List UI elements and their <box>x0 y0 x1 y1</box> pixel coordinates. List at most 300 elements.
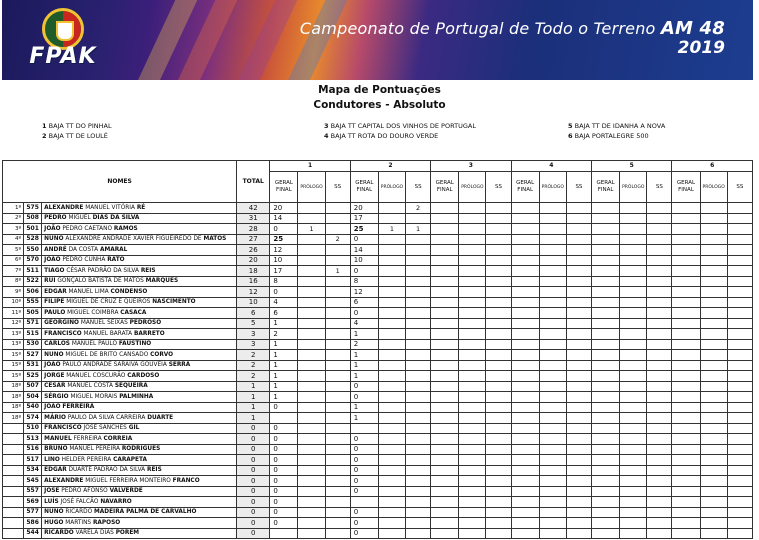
table-row <box>3 203 753 214</box>
geral-final-cell <box>270 413 298 424</box>
prologo-cell <box>620 497 647 508</box>
total-cell: 0 <box>237 444 270 455</box>
name-middle: MANUEL COSCURÃO <box>66 372 126 379</box>
geral-final-cell: 20 <box>350 203 378 214</box>
prologo-cell <box>620 402 647 413</box>
table-row <box>3 507 753 518</box>
name-middle: VARELA DIAS <box>75 530 114 537</box>
geral-final-cell: 0 <box>270 287 298 298</box>
geral-final-cell <box>431 476 459 487</box>
ss-cell <box>647 381 672 392</box>
prologo-cell <box>700 528 727 539</box>
prologo-cell <box>620 423 647 434</box>
geral-final-cell: 1 <box>350 350 378 361</box>
driver-name-cell <box>42 507 237 518</box>
ss-cell <box>727 266 752 277</box>
geral-final-cell: 0 <box>270 224 298 235</box>
geral-final-cell <box>592 297 620 308</box>
ss-cell <box>566 297 591 308</box>
geral-final-cell <box>511 423 539 434</box>
ss-cell <box>486 476 511 487</box>
ss-cell <box>647 402 672 413</box>
ss-cell <box>647 486 672 497</box>
ss-cell <box>566 350 591 361</box>
name-first: JOSÉ <box>44 488 60 495</box>
prologo-cell <box>298 465 325 476</box>
geral-final-cell: 1 <box>350 360 378 371</box>
table-row <box>3 392 753 403</box>
prologo-cell <box>620 444 647 455</box>
prologo-cell <box>378 434 405 445</box>
prologo-cell <box>539 245 566 256</box>
ss-cell <box>325 318 350 329</box>
prologo-cell <box>539 371 566 382</box>
ss-cell <box>647 413 672 424</box>
ss-cell <box>647 245 672 256</box>
driver-name-cell <box>42 266 237 277</box>
ss-cell <box>406 350 431 361</box>
geral-final-cell: 0 <box>270 402 298 413</box>
ss-cell <box>647 371 672 382</box>
name-first: JOÃO <box>44 404 61 411</box>
prologo-cell <box>700 402 727 413</box>
name-first: CÉSAR <box>44 383 66 390</box>
geral-final-cell: 0 <box>350 434 378 445</box>
geral-final-cell <box>672 507 700 518</box>
table-row <box>3 381 753 392</box>
car-number-cell: 516 <box>24 444 42 455</box>
geral-final-cell <box>672 476 700 487</box>
total-cell: 0 <box>237 465 270 476</box>
name-first: RICARDO <box>44 530 74 537</box>
ss-cell <box>325 486 350 497</box>
total-cell: 10 <box>237 297 270 308</box>
total-cell: 27 <box>237 234 270 245</box>
name-last: FRANCO <box>172 477 200 484</box>
ss-cell <box>727 371 752 382</box>
prologo-cell <box>539 444 566 455</box>
geral-final-cell <box>592 308 620 319</box>
ss-cell <box>727 224 752 235</box>
geral-final-cell <box>592 339 620 350</box>
name-middle: MANUEL LIMA <box>68 288 109 295</box>
geral-final-cell <box>511 360 539 371</box>
ss-cell <box>727 287 752 298</box>
rank-cell <box>3 486 24 497</box>
name-last: VALVERDE <box>109 488 143 495</box>
geral-final-cell <box>592 402 620 413</box>
table-row <box>3 318 753 329</box>
car-number-cell: 515 <box>24 329 42 340</box>
prologo-cell <box>378 266 405 277</box>
driver-name-cell <box>42 518 237 529</box>
geral-final-cell: 8 <box>350 276 378 287</box>
ss-cell <box>325 203 350 214</box>
prologo-cell <box>539 402 566 413</box>
championship-name: Campeonato de Portugal de Todo o Terreno <box>299 19 656 38</box>
total-cell: 0 <box>237 518 270 529</box>
geral-final-cell <box>672 350 700 361</box>
name-middle: DUARTE PADRÃO DA SILVA <box>68 467 146 474</box>
ss-cell <box>486 203 511 214</box>
prologo-cell <box>700 413 727 424</box>
geral-final-cell <box>592 497 620 508</box>
prologo-cell <box>298 213 325 224</box>
ss-cell <box>325 360 350 371</box>
ss-cell <box>566 507 591 518</box>
ss-cell <box>647 255 672 266</box>
name-middle: PAULO DA SILVA CARREIRA <box>67 414 146 421</box>
driver-name-cell <box>42 465 237 476</box>
ss-cell <box>727 497 752 508</box>
geral-final-cell <box>431 245 459 256</box>
prologo-cell <box>620 339 647 350</box>
car-number-cell: 586 <box>24 518 42 529</box>
car-number-cell: 517 <box>24 455 42 466</box>
prologo-cell <box>539 392 566 403</box>
prologo-cell <box>378 329 405 340</box>
name-middle: RICARDO <box>65 509 93 516</box>
geral-final-cell: 0 <box>350 465 378 476</box>
driver-name-cell <box>42 371 237 382</box>
geral-final-cell: 0 <box>350 234 378 245</box>
ss-cell: 2 <box>406 203 431 214</box>
prologo-cell <box>298 528 325 539</box>
ss-cell <box>406 465 431 476</box>
ss-cell <box>486 507 511 518</box>
driver-name-cell <box>42 528 237 539</box>
prologo-cell <box>298 360 325 371</box>
ss-cell <box>647 234 672 245</box>
ss-cell <box>486 371 511 382</box>
prologo-cell <box>539 287 566 298</box>
subheader-geral-final: GERAL FINAL <box>672 172 700 203</box>
geral-final-cell: 12 <box>350 287 378 298</box>
total-cell: 2 <box>237 371 270 382</box>
prologo-cell <box>620 318 647 329</box>
geral-final-cell <box>672 329 700 340</box>
geral-final-cell: 17 <box>270 266 298 277</box>
geral-final-cell <box>592 507 620 518</box>
prologo-cell <box>378 203 405 214</box>
ss-cell <box>486 465 511 476</box>
ss-cell <box>566 203 591 214</box>
ss-cell <box>647 360 672 371</box>
geral-final-cell <box>431 402 459 413</box>
prologo-cell <box>539 518 566 529</box>
prologo-cell <box>620 350 647 361</box>
prologo-cell <box>298 276 325 287</box>
prologo-cell <box>539 434 566 445</box>
table-row <box>3 465 753 476</box>
ss-cell <box>406 423 431 434</box>
prologo-cell <box>620 486 647 497</box>
prologo-cell <box>700 318 727 329</box>
ss-cell <box>406 255 431 266</box>
prologo-cell <box>620 434 647 445</box>
driver-name-cell <box>42 287 237 298</box>
name-first: LUÍS <box>44 498 59 505</box>
geral-final-cell <box>431 318 459 329</box>
table-row <box>3 350 753 361</box>
ss-cell <box>406 413 431 424</box>
name-first: PEDRO <box>44 215 67 222</box>
name-last: PORÉM <box>115 530 140 537</box>
name-first: EDGAR <box>44 288 67 295</box>
geral-final-cell <box>511 371 539 382</box>
standings-body <box>3 203 753 539</box>
prologo-cell <box>620 234 647 245</box>
prologo-cell <box>620 476 647 487</box>
name-last: RATO <box>107 257 125 264</box>
name-middle: PAULO ANDRADE SARAIVA GOUVEIA <box>62 362 167 369</box>
ss-cell <box>647 434 672 445</box>
prologo-cell <box>378 276 405 287</box>
driver-name-cell <box>42 455 237 466</box>
ss-cell <box>727 297 752 308</box>
legend-item: 2 BAJA TT DE LOULÉ <box>42 132 108 140</box>
ss-cell <box>325 381 350 392</box>
total-cell: 26 <box>237 245 270 256</box>
name-last: SEQUEIRA <box>114 383 148 390</box>
ss-cell <box>566 423 591 434</box>
prologo-cell <box>459 518 486 529</box>
prologo-cell <box>298 434 325 445</box>
ss-cell <box>566 266 591 277</box>
rank-cell: 10º <box>3 297 24 308</box>
name-middle: MIGUEL FERREIRA MONTEIRO <box>85 477 171 484</box>
ss-cell <box>406 339 431 350</box>
ss-cell <box>486 486 511 497</box>
table-row <box>3 276 753 287</box>
geral-final-cell: 1 <box>270 392 298 403</box>
ss-cell <box>727 434 752 445</box>
rank-cell: 2º <box>3 213 24 224</box>
name-first: LINO <box>44 456 60 463</box>
name-last: MATOS <box>203 236 227 243</box>
car-number-cell: 507 <box>24 381 42 392</box>
prologo-cell <box>298 339 325 350</box>
name-first: NUNO <box>44 509 64 516</box>
driver-name-cell <box>42 203 237 214</box>
prologo-cell <box>700 381 727 392</box>
prologo-cell <box>539 476 566 487</box>
driver-name-cell <box>42 381 237 392</box>
geral-final-cell <box>592 434 620 445</box>
ss-cell <box>727 486 752 497</box>
geral-final-cell: 14 <box>270 213 298 224</box>
ss-cell <box>647 423 672 434</box>
geral-final-cell: 1 <box>350 329 378 340</box>
geral-final-cell <box>511 476 539 487</box>
ss-cell <box>325 245 350 256</box>
ss-cell <box>647 203 672 214</box>
prologo-cell <box>620 329 647 340</box>
geral-final-cell <box>511 455 539 466</box>
ss-cell <box>566 392 591 403</box>
prologo-cell <box>459 224 486 235</box>
rank-cell: 6º <box>3 255 24 266</box>
geral-final-cell <box>672 245 700 256</box>
geral-final-cell <box>431 297 459 308</box>
geral-final-cell <box>511 465 539 476</box>
driver-name-cell <box>42 486 237 497</box>
geral-final-cell <box>592 476 620 487</box>
car-number-cell: 574 <box>24 413 42 424</box>
car-number-cell: 569 <box>24 497 42 508</box>
driver-name-cell <box>42 213 237 224</box>
geral-final-cell <box>511 507 539 518</box>
table-row <box>3 497 753 508</box>
driver-name-cell <box>42 444 237 455</box>
ss-cell <box>406 308 431 319</box>
name-last: RAMOS <box>113 225 138 232</box>
ss-cell <box>727 413 752 424</box>
geral-final-cell <box>511 255 539 266</box>
geral-final-cell <box>511 245 539 256</box>
geral-final-cell <box>431 360 459 371</box>
prologo-cell <box>539 381 566 392</box>
geral-final-cell: 0 <box>270 486 298 497</box>
prologo-cell <box>539 266 566 277</box>
event-header: 4 <box>511 161 591 172</box>
driver-name-cell <box>42 234 237 245</box>
prologo-cell <box>298 455 325 466</box>
ss-cell: 1 <box>325 266 350 277</box>
geral-final-cell <box>592 329 620 340</box>
geral-final-cell <box>592 392 620 403</box>
ss-cell <box>566 476 591 487</box>
prologo-cell <box>700 465 727 476</box>
geral-final-cell <box>431 392 459 403</box>
table-row <box>3 434 753 445</box>
prologo-cell <box>378 297 405 308</box>
total-cell: 28 <box>237 224 270 235</box>
geral-final-cell <box>431 528 459 539</box>
car-number-cell: 577 <box>24 507 42 518</box>
legend-item: 1 BAJA TT DO PINHAL <box>42 122 112 130</box>
prologo-cell <box>378 402 405 413</box>
prologo-cell <box>459 255 486 266</box>
ss-cell <box>566 486 591 497</box>
geral-final-cell <box>511 234 539 245</box>
prologo-cell <box>620 255 647 266</box>
name-last: CORVO <box>150 351 174 358</box>
geral-final-cell: 0 <box>270 507 298 518</box>
geral-final-cell <box>672 234 700 245</box>
total-cell: 18 <box>237 266 270 277</box>
prologo-cell <box>378 339 405 350</box>
prologo-cell <box>700 423 727 434</box>
ss-cell <box>566 329 591 340</box>
driver-name-cell <box>42 350 237 361</box>
name-middle: DA COSTA <box>68 246 99 253</box>
prologo-cell <box>298 402 325 413</box>
table-row <box>3 245 753 256</box>
prologo-cell <box>378 308 405 319</box>
name-first: SÉRGIO <box>44 393 69 400</box>
geral-final-cell <box>592 423 620 434</box>
prologo-cell <box>539 465 566 476</box>
geral-final-cell: 17 <box>350 213 378 224</box>
ss-cell <box>406 476 431 487</box>
prologo-cell <box>620 213 647 224</box>
ss-cell <box>325 287 350 298</box>
ss-cell <box>486 287 511 298</box>
geral-final-cell: 1 <box>350 371 378 382</box>
prologo-cell <box>539 423 566 434</box>
name-first: CARLOS <box>44 341 70 348</box>
ss-cell <box>566 360 591 371</box>
total-cell: 0 <box>237 423 270 434</box>
name-middle: MIGUEL DE CRUZ E QUEIRÓS <box>66 299 151 306</box>
name-last: CARAPETA <box>113 456 147 463</box>
prologo-cell <box>620 360 647 371</box>
geral-final-cell <box>592 518 620 529</box>
prologo-cell <box>378 486 405 497</box>
subheader-prologo: PRÓLOGO <box>620 172 647 203</box>
prologo-cell <box>378 392 405 403</box>
geral-final-cell <box>431 465 459 476</box>
name-middle: MIGUEL <box>68 215 91 222</box>
prologo-cell <box>378 371 405 382</box>
geral-final-cell <box>511 329 539 340</box>
driver-name-cell <box>42 308 237 319</box>
driver-name-cell <box>42 276 237 287</box>
geral-final-cell: 4 <box>270 297 298 308</box>
geral-final-cell <box>592 455 620 466</box>
prologo-cell <box>539 528 566 539</box>
legend-item: 3 BAJA TT CAPITAL DOS VINHOS DE PORTUGAL <box>324 122 476 130</box>
prologo-cell <box>539 276 566 287</box>
ss-cell <box>566 318 591 329</box>
ss-cell <box>727 213 752 224</box>
prologo-cell <box>378 381 405 392</box>
total-cell: 0 <box>237 476 270 487</box>
prologo-cell <box>700 434 727 445</box>
table-row <box>3 455 753 466</box>
ss-cell <box>727 318 752 329</box>
championship-title <box>300 18 725 39</box>
geral-final-cell <box>511 497 539 508</box>
ss-cell <box>647 476 672 487</box>
driver-name-cell <box>42 245 237 256</box>
geral-final-cell <box>672 413 700 424</box>
ss-cell <box>325 276 350 287</box>
rank-cell <box>3 518 24 529</box>
prologo-cell <box>459 245 486 256</box>
total-cell: 0 <box>237 455 270 466</box>
geral-final-cell: 1 <box>270 318 298 329</box>
name-last: FERREIRA <box>62 404 95 411</box>
prologo-cell <box>459 213 486 224</box>
geral-final-cell: 0 <box>270 455 298 466</box>
ss-cell <box>566 339 591 350</box>
prologo-cell <box>378 255 405 266</box>
car-number-cell: 501 <box>24 224 42 235</box>
prologo-cell <box>539 486 566 497</box>
prologo-cell <box>298 245 325 256</box>
ss-cell <box>406 486 431 497</box>
prologo-cell <box>620 266 647 277</box>
name-last: DIAS DA SILVA <box>92 215 140 222</box>
ss-cell <box>406 276 431 287</box>
rank-cell: 1º <box>3 203 24 214</box>
rank-cell: 18º <box>3 381 24 392</box>
ss-cell <box>406 245 431 256</box>
rank-cell <box>3 476 24 487</box>
prologo-cell <box>298 371 325 382</box>
